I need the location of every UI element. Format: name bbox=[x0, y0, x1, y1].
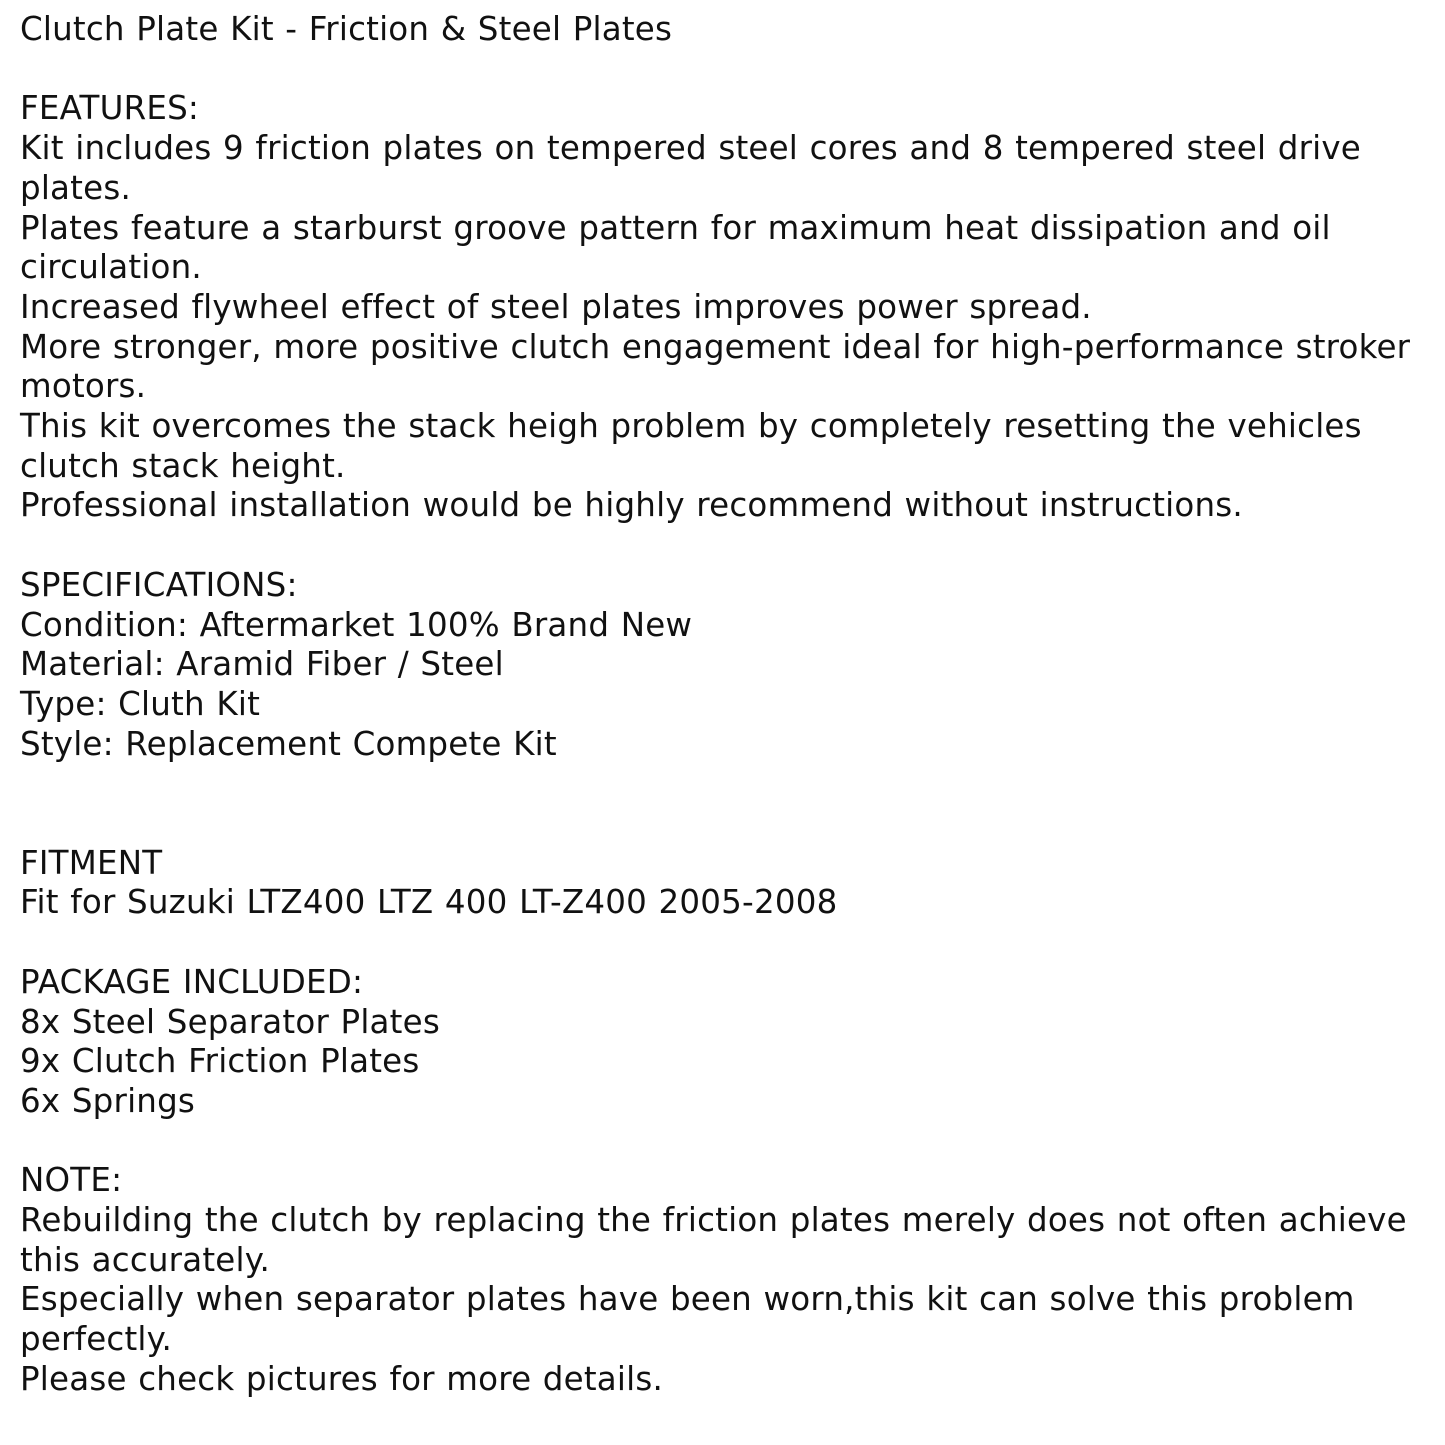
spec-style: Style: Replacement Compete Kit bbox=[20, 724, 557, 763]
page-title: Clutch Plate Kit - Friction & Steel Plates bbox=[20, 10, 673, 48]
package-item: 8x Steel Separator Plates bbox=[20, 1002, 440, 1041]
features-section bbox=[20, 89, 1430, 526]
fitment-item: Fit for Suzuki LTZ400 LTZ 400 LT-Z400 2005-2008 bbox=[20, 883, 838, 922]
spacer bbox=[20, 764, 1430, 843]
package-section bbox=[20, 963, 1430, 1122]
fitment-section bbox=[20, 844, 1430, 923]
specifications-section bbox=[20, 566, 1430, 765]
feature-item: Kit includes 9 friction plates on tempered steel cores and 8 tempered steel drive plates. bbox=[20, 129, 1362, 207]
note-item: Especially when separator plates have been worn,this kit can solve this problem perfectly. bbox=[20, 1280, 1355, 1359]
spec-material: Material: Aramid Fiber / Steel bbox=[20, 645, 504, 684]
feature-item: This kit overcomes the stack heigh problem by completely resetting the vehicles clutch stack height. bbox=[20, 407, 1362, 485]
package-heading: PACKAGE INCLUDED: bbox=[20, 962, 364, 1001]
note-item: Please check pictures for more details. bbox=[20, 1359, 663, 1398]
fitment-heading: FITMENT bbox=[20, 843, 163, 882]
package-item: 9x Clutch Friction Plates bbox=[20, 1042, 420, 1081]
feature-item: Professional installation would be highly recommend without instructions. bbox=[20, 486, 1243, 525]
spacer bbox=[20, 923, 1430, 963]
features-heading: FEATURES: bbox=[20, 89, 200, 128]
spacer bbox=[20, 50, 1430, 90]
spacer bbox=[20, 1122, 1430, 1162]
product-description bbox=[20, 10, 1430, 1400]
feature-item: Increased flywheel effect of steel plates improves power spread. bbox=[20, 287, 1092, 326]
note-item: Rebuilding the clutch by replacing the friction plates merely does not often achieve this accurately. bbox=[20, 1201, 1407, 1279]
spec-type: Type: Cluth Kit bbox=[20, 684, 261, 723]
package-item: 6x Springs bbox=[20, 1081, 196, 1120]
specifications-heading: SPECIFICATIONS: bbox=[20, 565, 298, 604]
spec-condition: Condition: Aftermarket 100% Brand New bbox=[20, 605, 693, 644]
spacer bbox=[20, 526, 1430, 566]
note-section bbox=[20, 1161, 1430, 1399]
feature-item: More stronger, more positive clutch engagement ideal for high-performance stroker motors. bbox=[20, 327, 1411, 406]
note-heading: NOTE: bbox=[20, 1161, 123, 1200]
feature-item: Plates feature a starburst groove pattern for maximum heat dissipation and oil circulation. bbox=[20, 208, 1331, 287]
